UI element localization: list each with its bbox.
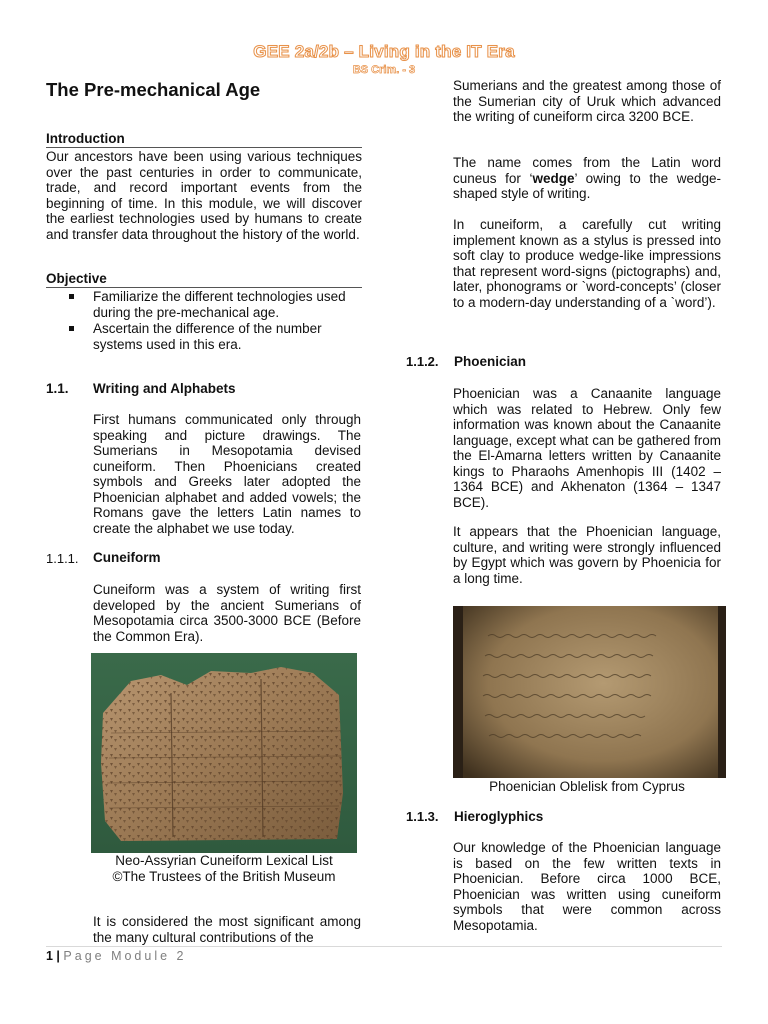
subsection-number: 1.1.2. <box>406 354 439 369</box>
writing-text: First humans communicated only through speaking and picture drawings. The Sumerians in Mesopotamia devised cuneiform. Then Phoenicians created symbols and Greeks later adopted the Phoenician alphabet and added vowels; the Romans gave the letters Latin names to create the alphabet we use today. <box>93 412 361 536</box>
tablet-caption-line2: ©The Trustees of the British Museum <box>112 869 336 884</box>
phoenician-text-1: Phoenician was a Canaanite language which was related to Hebrew. Only few information was known about the Canaanite language, except what can be gathered from the El-Amarna letters written by Canaanite kings to Pharaohs Amenhopis III (1402 – 1364 BCE) and Akhenaton (1364 – 1347 BCE). <box>453 386 721 510</box>
bullet-icon <box>69 326 74 331</box>
stylus-text: In cuneiform, a carefully cut writing implement known as a stylus is pressed into soft clay to produce wedge-like impressions that represent word-signs (pictographs) and, later, phonograms or `word-concepts’ (closer to a modern-day understanding of a `word’). <box>453 217 721 310</box>
page-title: The Pre-mechanical Age <box>46 79 261 100</box>
cuneiform-name-text: The name comes from the Latin word cuneus for ‘wedge’ owing to the wedge-shaped style of writing. <box>453 155 721 201</box>
footer-separator: | <box>52 949 64 963</box>
course-header: GEE 2a/2b – Living in the IT Era <box>253 42 515 61</box>
hieroglyphics-text: Our knowledge of the Phoenician language is based on the few written texts in Phoenician. Before circa 1000 BCE, Phoenician was written using cuneiform symbols that were common across Mesopotamia. <box>453 840 721 933</box>
phoenician-text-2: It appears that the Phoenician language, culture, and writing were strongly influenced by Egypt which was govern by Phoenicia for a long time. <box>453 524 721 586</box>
phoenician-obelisk-image <box>453 606 726 778</box>
cuneiform-continued-text: Sumerians and the greatest among those of the Sumerian city of Uruk which advanced the writing of cuneiform circa 3200 BCE. <box>453 78 721 124</box>
introduction-text: Our ancestors have been using various techniques over the past centuries in order to communicate, trade, and record important events from the beginning of time. In this module, we will discover the earliest technologies used by humans to create and transfer data throughout the history of the world. <box>46 149 362 242</box>
footer-divider <box>46 946 722 947</box>
page-number: 1 <box>46 949 53 963</box>
objective-heading: Objective <box>46 271 362 288</box>
subsection-title-phoenician: Phoenician <box>454 354 527 369</box>
subsection-title-hieroglyphics: Hieroglyphics <box>454 809 544 824</box>
subsection-title-cuneiform: Cuneiform <box>93 550 161 565</box>
objective-item: Ascertain the difference of the number systems used in this era. <box>64 321 364 352</box>
cuneiform-tablet-image <box>91 653 357 853</box>
cuneiform-significance-text: It is considered the most significant among the many cultural contributions of the <box>93 914 361 945</box>
objective-list <box>64 289 364 353</box>
objective-item: Familiarize the different technologies used during the pre-mechanical age. <box>64 289 364 320</box>
cuneiform-text: Cuneiform was a system of writing first developed by the ancient Sumerians of Mesopotamia circa 3500-3000 BCE (Before the Common Era). <box>93 582 361 644</box>
bullet-icon <box>69 294 74 299</box>
subsection-number: 1.1.3. <box>406 809 439 824</box>
section-number: 1.1. <box>46 381 69 396</box>
page-footer <box>46 949 187 963</box>
tablet-caption-line1: Neo-Assyrian Cuneiform Lexical List <box>115 853 333 868</box>
section-title-writing: Writing and Alphabets <box>93 381 236 396</box>
obelisk-caption: Phoenician Oblelisk from Cyprus <box>489 779 685 794</box>
obelisk-photo-icon <box>453 606 726 778</box>
footer-label: Page Module 2 <box>63 949 187 963</box>
tablet-photo-icon <box>91 653 357 853</box>
subsection-number: 1.1.1. <box>46 551 79 566</box>
introduction-heading: Introduction <box>46 131 362 148</box>
section-header: BS Crim. - 3 <box>352 64 416 76</box>
